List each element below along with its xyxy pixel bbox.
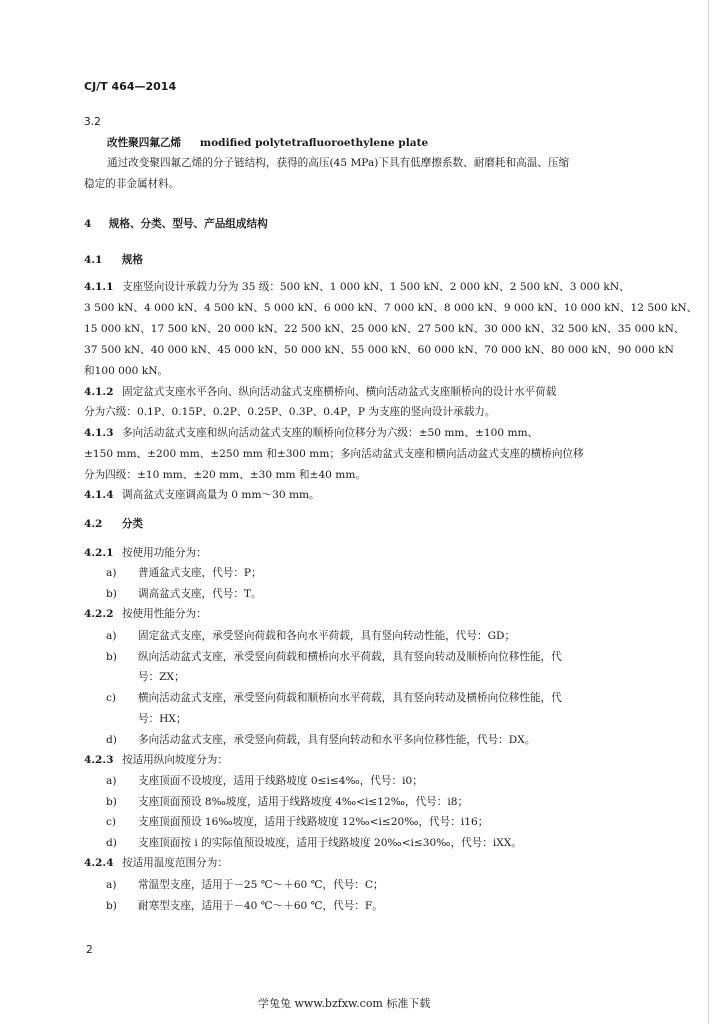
clause-4-1-3-text: 多向活动盆式支座和纵向活动盆式支座的顺桥向位移分为六级：±50 mm、±100 mm、 <box>122 427 539 439</box>
section-4-1-heading <box>84 254 143 267</box>
clause-4-1-2-line: 分为六级：0.1P、0.15P、0.2P、0.25P、0.3P、0.4P，P 为支座的竖向设计承载力。 <box>84 406 496 418</box>
footer-watermark: 学兔兔 www.bzfxw.com 标准下载 <box>258 997 431 1010</box>
clause-4-1-3-line: ±150 mm、±200 mm、±250 mm 和±300 mm；多向活动盆式支座和横向活动盆式支座的横桥向位移 <box>84 448 584 460</box>
clause-4-1-1-line: 3 500 kN、4 000 kN、4 500 kN、5 000 kN、6 000 kN、7 000 kN、8 000 kN、9 000 kN、10 000 kN、12 500 kN、 <box>84 302 698 314</box>
clause-4-2-1-number: 4.2.1 <box>84 547 114 559</box>
term-en: modified polytetrafluoroethylene plate <box>199 137 429 149</box>
section-4-number: 4 <box>84 218 92 230</box>
list-label: b) <box>106 900 117 912</box>
list-text: 支座顶面预设 8‰坡度，适用于线路坡度 4‰<i≤12‰，代号：i8； <box>138 796 469 808</box>
clause-4-1-3-line <box>84 427 538 440</box>
list-label: c) <box>106 816 117 828</box>
list-text: 支座顶面按 i 的实际值预设坡度，适用于线路坡度 20‰<i≤30‰，代号：iXX。 <box>138 837 522 849</box>
clause-4-2-2-number: 4.2.2 <box>84 608 114 620</box>
clause-4-2-3-number: 4.2.3 <box>84 754 114 766</box>
list-label: b) <box>106 651 117 663</box>
clause-4-1-3-number: 4.1.3 <box>84 427 114 439</box>
clause-4-2-1-title: 按使用功能分为： <box>122 547 207 559</box>
list-item <box>106 775 423 788</box>
clause-4-1-2-number: 4.1.2 <box>84 386 114 398</box>
clause-4-1-2-text: 固定盆式支座水平各向、纵向活动盆式支座横桥向、横向活动盆式支座顺桥向的设计水平荷载 <box>122 386 557 398</box>
section-4-2-title: 分类 <box>121 518 144 530</box>
list-item <box>106 879 384 892</box>
clause-4-2-3-heading <box>84 754 228 767</box>
definition-line-2: 稳定的非金属材料。 <box>84 178 180 190</box>
list-item <box>106 588 262 601</box>
clause-4-1-4-line <box>84 489 320 502</box>
list-item <box>106 837 522 850</box>
clause-4-1-2-line <box>84 386 556 399</box>
section-4-2-number: 4.2 <box>84 518 103 530</box>
section-4-1-title: 规格 <box>121 254 144 266</box>
clause-4-1-1-line <box>84 281 630 294</box>
list-item-continuation: 号：HX； <box>138 713 187 725</box>
clause-4-1-1-line: 15 000 kN、17 500 kN、20 000 kN、22 500 kN、25 000 kN、27 500 kN、30 000 kN、32 500 kN、35 000 kN、 <box>84 323 685 335</box>
list-item <box>106 651 562 664</box>
clause-4-2-2-heading <box>84 608 207 621</box>
list-label: b) <box>106 588 117 600</box>
list-text: 多向活动盆式支座，承受竖向荷载，具有竖向转动和水平多向位移性能，代号：DX。 <box>138 734 536 746</box>
clause-4-1-3-line: 分为四级：±10 mm、±20 mm、±30 mm 和±40 mm。 <box>84 469 366 481</box>
list-item <box>106 796 468 809</box>
list-label: a) <box>106 775 117 787</box>
list-item <box>106 816 488 829</box>
list-text: 常温型支座，适用于－25 ℃～＋60 ℃，代号：C； <box>138 879 384 891</box>
page-number: 2 <box>86 944 93 956</box>
clause-4-2-4-heading <box>84 857 228 870</box>
clause-4-1-1-text: 支座竖向设计承载力分为 35 级：500 kN、1 000 kN、1 500 kN、2 000 kN、2 500 kN、3 000 kN、 <box>122 281 630 293</box>
list-text: 普通盆式支座，代号：P； <box>138 567 262 579</box>
section-4-heading <box>84 218 268 231</box>
section-3-2-number: 3.2 <box>84 116 101 128</box>
term-heading <box>107 137 428 150</box>
list-item <box>106 630 515 643</box>
clause-4-1-1-number: 4.1.1 <box>84 281 114 293</box>
clause-4-1-4-text: 调高盆式支座调高量为 0 mm～30 mm。 <box>122 489 320 501</box>
list-text: 横向活动盆式支座，承受竖向荷载和顺桥向水平荷载，具有竖向转动及横桥向位移性能，代 <box>138 692 562 704</box>
term-zh: 改性聚四氟乙烯 <box>107 137 182 149</box>
clause-4-2-1-heading <box>84 547 207 560</box>
clause-4-2-4-title: 按适用温度范围分为： <box>122 857 228 869</box>
standard-code: CJ/T 464—2014 <box>84 80 177 93</box>
list-text: 耐寒型支座，适用于－40 ℃～＋60 ℃，代号：F。 <box>138 900 383 912</box>
section-4-1-number: 4.1 <box>84 254 103 266</box>
clause-4-1-4-number: 4.1.4 <box>84 489 114 501</box>
list-text: 纵向活动盆式支座，承受竖向荷载和横桥向水平荷载，具有竖向转动及顺桥向位移性能，代 <box>138 651 562 663</box>
clause-4-1-1-line: 37 500 kN、40 000 kN、45 000 kN、50 000 kN、55 000 kN、60 000 kN、70 000 kN、80 000 kN、90 000 kN <box>84 344 674 356</box>
list-label: d) <box>106 734 117 746</box>
list-label: b) <box>106 796 117 808</box>
page-edge-line <box>708 0 709 1024</box>
list-label: a) <box>106 567 117 579</box>
clause-4-2-4-number: 4.2.4 <box>84 857 114 869</box>
section-4-2-heading <box>84 518 143 531</box>
list-item <box>106 900 383 913</box>
list-item <box>106 734 535 747</box>
list-item <box>106 567 262 580</box>
clause-4-1-1-line: 和100 000 kN。 <box>84 365 169 377</box>
list-text: 支座顶面不设坡度，适用于线路坡度 0≤i≤4‰，代号：i0； <box>138 775 423 787</box>
list-text: 调高盆式支座，代号：T。 <box>138 588 262 600</box>
list-item-continuation: 号：ZX； <box>138 671 185 683</box>
definition-line-1: 通过改变聚四氟乙烯的分子链结构，获得的高压(45 MPa)下具有低摩擦系数、耐磨耗和高温、压缩 <box>107 157 570 169</box>
list-text: 支座顶面预设 16‰坡度，适用于线路坡度 12‰<i≤20‰，代号：i16； <box>138 816 489 828</box>
list-label: d) <box>106 837 117 849</box>
list-text: 固定盆式支座，承受竖向荷载和各向水平荷载，具有竖向转动性能，代号：GD； <box>138 630 516 642</box>
list-label: c) <box>106 692 117 704</box>
clause-4-2-2-title: 按使用性能分为： <box>122 608 207 620</box>
clause-4-2-3-title: 按适用纵向坡度分为： <box>122 754 228 766</box>
list-label: a) <box>106 630 117 642</box>
list-label: a) <box>106 879 117 891</box>
section-4-title: 规格、分类、型号、产品组成结构 <box>108 218 268 230</box>
list-item <box>106 692 562 705</box>
